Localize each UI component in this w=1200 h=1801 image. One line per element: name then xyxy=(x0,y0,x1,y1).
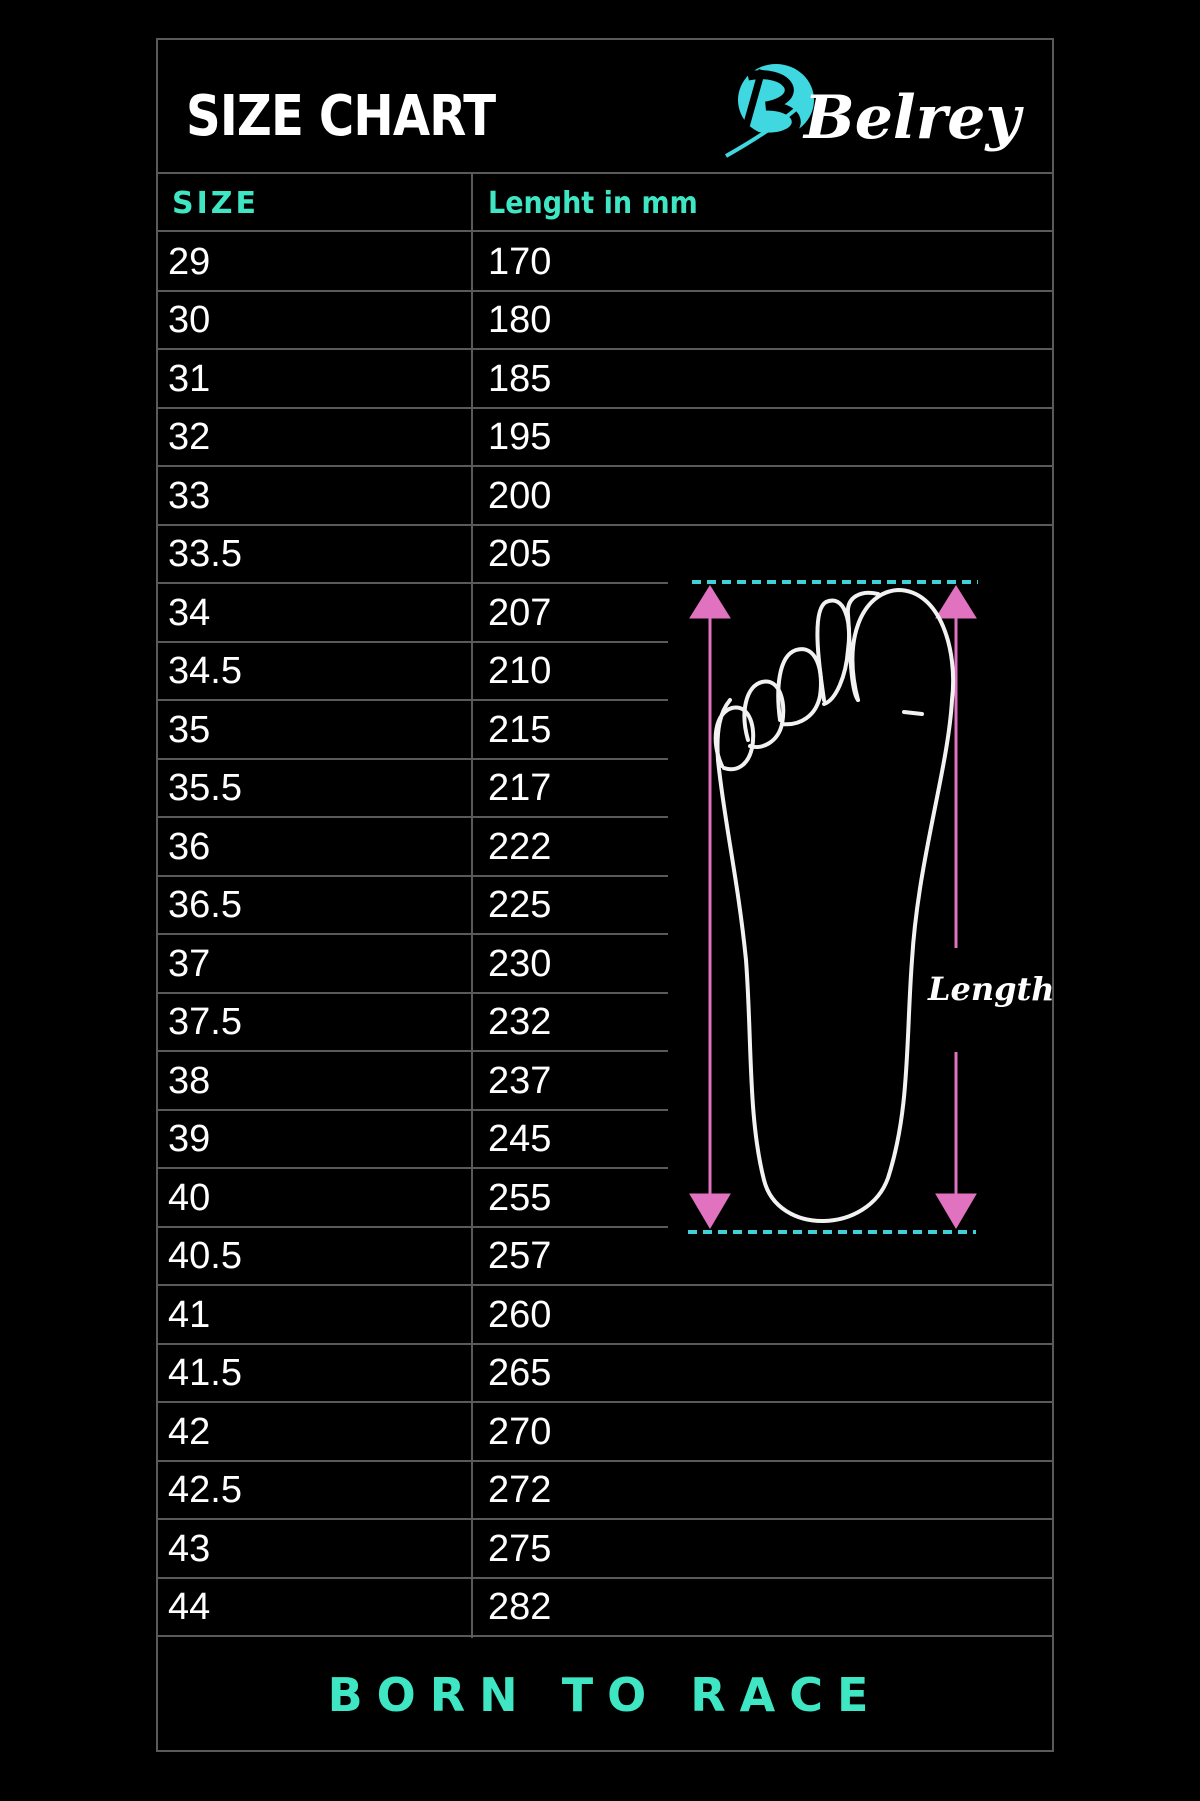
size-cell: 42.5 xyxy=(168,1469,242,1511)
chart-header xyxy=(158,40,1052,174)
size-cell: 44 xyxy=(168,1586,211,1628)
length-cell: 230 xyxy=(488,942,552,985)
size-cell: 38 xyxy=(168,1059,211,1102)
length-cell: 237 xyxy=(488,1059,552,1102)
length-cell: 260 xyxy=(488,1293,552,1336)
column-divider xyxy=(471,174,473,1638)
length-cell: 275 xyxy=(488,1527,552,1570)
length-cell: 282 xyxy=(488,1586,552,1628)
size-cell: 30 xyxy=(168,299,211,341)
size-cell: 32 xyxy=(168,416,211,458)
size-cell: 36.5 xyxy=(168,884,242,926)
row-divider xyxy=(158,933,668,935)
header-row-divider xyxy=(158,230,1052,232)
length-label: Length xyxy=(928,970,1055,1008)
slogan: BORN TO RACE xyxy=(327,1668,883,1722)
row-divider xyxy=(158,992,668,994)
brand-logo-text: Belrey xyxy=(804,83,1021,153)
row-divider xyxy=(158,875,668,877)
column-header-size: SIZE xyxy=(172,185,260,221)
length-cell: 270 xyxy=(488,1410,552,1453)
size-cell: 39 xyxy=(168,1118,211,1160)
size-cell: 41 xyxy=(168,1293,211,1336)
length-cell: 245 xyxy=(488,1118,552,1160)
length-cell: 272 xyxy=(488,1469,552,1511)
row-divider xyxy=(158,1050,668,1052)
row-divider xyxy=(158,816,668,818)
length-cell: 210 xyxy=(488,650,552,692)
length-cell: 195 xyxy=(488,416,552,458)
column-header-length: Lenght in mm xyxy=(488,185,698,221)
length-cell: 232 xyxy=(488,1001,552,1043)
length-cell: 255 xyxy=(488,1176,552,1219)
length-cell: 170 xyxy=(488,240,552,283)
size-cell: 40 xyxy=(168,1176,211,1219)
row-divider xyxy=(158,1167,668,1169)
row-divider xyxy=(158,290,1052,292)
length-cell: 205 xyxy=(488,533,552,575)
row-divider xyxy=(158,582,668,584)
size-cell: 40.5 xyxy=(168,1235,242,1277)
size-cell: 35.5 xyxy=(168,767,242,809)
row-divider xyxy=(158,1226,668,1228)
row-divider xyxy=(158,348,1052,350)
size-cell: 35 xyxy=(168,708,211,751)
chart-footer xyxy=(158,1638,1052,1752)
size-cell: 36 xyxy=(168,825,211,868)
size-cell: 43 xyxy=(168,1527,211,1570)
row-divider xyxy=(158,465,1052,467)
length-cell: 222 xyxy=(488,825,552,868)
row-divider xyxy=(158,524,1052,526)
length-cell: 200 xyxy=(488,474,552,517)
size-cell: 41.5 xyxy=(168,1352,242,1394)
row-divider xyxy=(158,699,668,701)
brand-logo xyxy=(718,48,1038,164)
length-cell: 257 xyxy=(488,1235,552,1277)
length-cell: 225 xyxy=(488,884,552,926)
length-cell: 215 xyxy=(488,708,552,751)
size-cell: 31 xyxy=(168,357,211,400)
size-cell: 33.5 xyxy=(168,533,242,575)
size-cell: 34 xyxy=(168,591,211,634)
row-divider xyxy=(158,1109,668,1111)
row-divider xyxy=(158,1460,1052,1462)
row-divider xyxy=(158,641,668,643)
length-cell: 185 xyxy=(488,357,552,400)
length-cell: 265 xyxy=(488,1352,552,1394)
page-title: SIZE CHART xyxy=(186,84,496,149)
row-divider xyxy=(158,1635,1052,1637)
size-chart-frame xyxy=(156,38,1054,1752)
row-divider xyxy=(158,758,668,760)
row-divider xyxy=(158,1518,1052,1520)
length-cell: 180 xyxy=(488,299,552,341)
size-cell: 37.5 xyxy=(168,1001,242,1043)
length-cell: 207 xyxy=(488,591,552,634)
size-cell: 34.5 xyxy=(168,650,242,692)
row-divider xyxy=(158,1401,1052,1403)
size-cell: 42 xyxy=(168,1410,211,1453)
length-cell: 217 xyxy=(488,767,552,809)
size-cell: 37 xyxy=(168,942,211,985)
size-cell: 33 xyxy=(168,474,211,517)
size-cell: 29 xyxy=(168,240,211,283)
row-divider xyxy=(158,1343,1052,1345)
row-divider xyxy=(158,407,1052,409)
row-divider xyxy=(158,1284,1052,1286)
row-divider xyxy=(158,1577,1052,1579)
